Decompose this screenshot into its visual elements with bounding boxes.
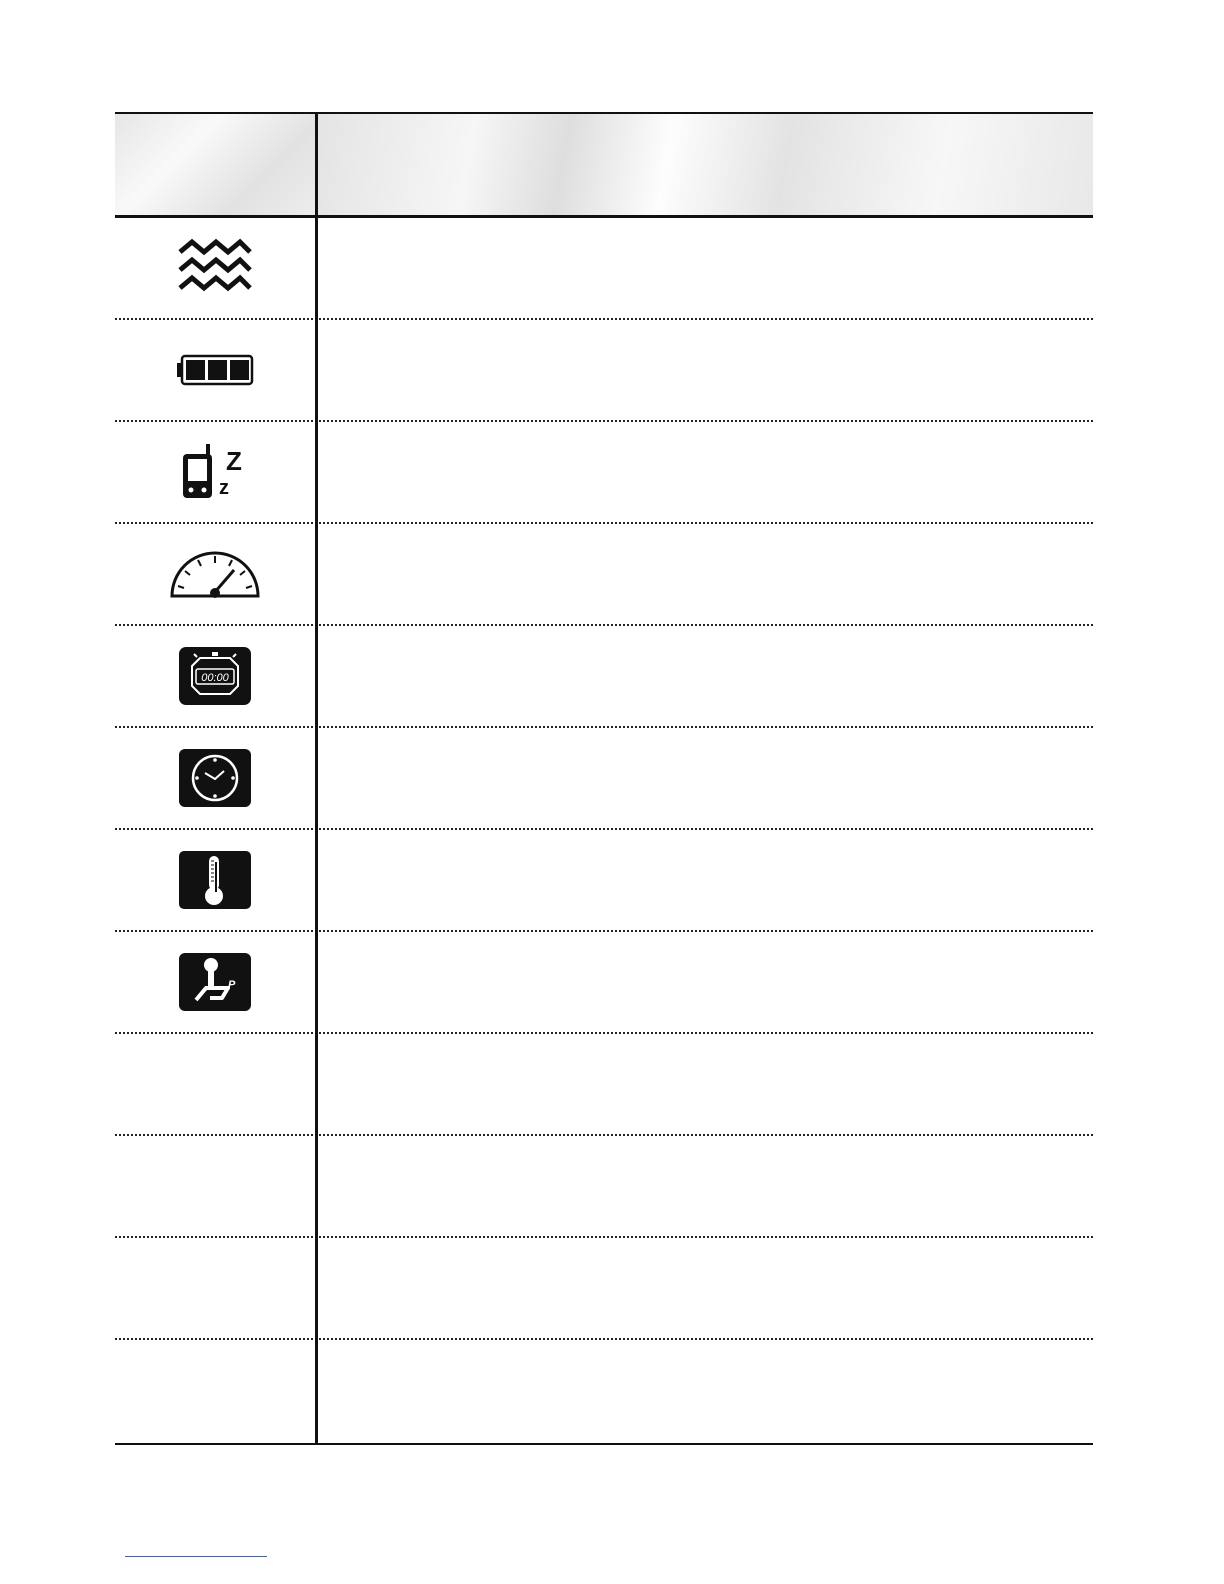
water-waves-icon bbox=[178, 238, 252, 298]
sleep-z-small: z bbox=[219, 477, 229, 499]
icon-cell bbox=[115, 422, 315, 522]
icon-cell bbox=[115, 1340, 315, 1442]
table-row bbox=[115, 1136, 1093, 1238]
icon-cell bbox=[115, 728, 315, 828]
header-icon-column bbox=[115, 114, 315, 215]
description-cell bbox=[335, 1034, 1083, 1134]
icon-cell bbox=[115, 524, 315, 624]
footer-link-underline[interactable] bbox=[125, 1556, 267, 1557]
speedometer-icon bbox=[168, 548, 262, 600]
table-row bbox=[115, 728, 1093, 830]
icon-description-table bbox=[115, 112, 1093, 1445]
table-row bbox=[115, 932, 1093, 1034]
description-cell bbox=[335, 422, 1083, 522]
park-letter: P bbox=[228, 979, 236, 991]
table-row bbox=[115, 422, 1093, 524]
icon-cell bbox=[115, 932, 315, 1032]
table-row bbox=[115, 524, 1093, 626]
column-divider bbox=[315, 112, 318, 1445]
gear-shift-park-icon bbox=[178, 952, 252, 1012]
header-description-column bbox=[318, 114, 1093, 215]
stopwatch-display: 00:00 bbox=[201, 672, 229, 684]
sleep-z-large: Z bbox=[226, 446, 242, 476]
table-row bbox=[115, 1034, 1093, 1136]
icon-cell bbox=[115, 218, 315, 318]
description-cell bbox=[335, 218, 1083, 318]
description-cell bbox=[335, 524, 1083, 624]
clock-icon bbox=[178, 748, 252, 808]
table-row bbox=[115, 320, 1093, 422]
icon-cell bbox=[115, 320, 315, 420]
description-cell bbox=[335, 1238, 1083, 1338]
description-cell bbox=[335, 932, 1083, 1032]
icon-cell bbox=[115, 1238, 315, 1338]
description-cell bbox=[335, 830, 1083, 930]
stopwatch-icon bbox=[178, 646, 252, 706]
icon-cell bbox=[115, 1034, 315, 1134]
description-cell bbox=[335, 626, 1083, 726]
table-row bbox=[115, 218, 1093, 320]
description-cell bbox=[335, 1136, 1083, 1236]
phone-sleep-icon bbox=[180, 444, 250, 500]
battery-full-icon bbox=[176, 354, 254, 386]
description-cell bbox=[335, 728, 1083, 828]
icon-cell bbox=[115, 1136, 315, 1236]
description-cell bbox=[335, 320, 1083, 420]
thermometer-icon bbox=[178, 850, 252, 910]
table-row bbox=[115, 1340, 1093, 1442]
table-bottom-rule bbox=[115, 1443, 1093, 1445]
table-row bbox=[115, 626, 1093, 728]
icon-cell bbox=[115, 830, 315, 930]
icon-cell bbox=[115, 626, 315, 726]
table-row bbox=[115, 830, 1093, 932]
table-header bbox=[115, 114, 1093, 218]
description-cell bbox=[335, 1340, 1083, 1442]
table-row bbox=[115, 1238, 1093, 1340]
